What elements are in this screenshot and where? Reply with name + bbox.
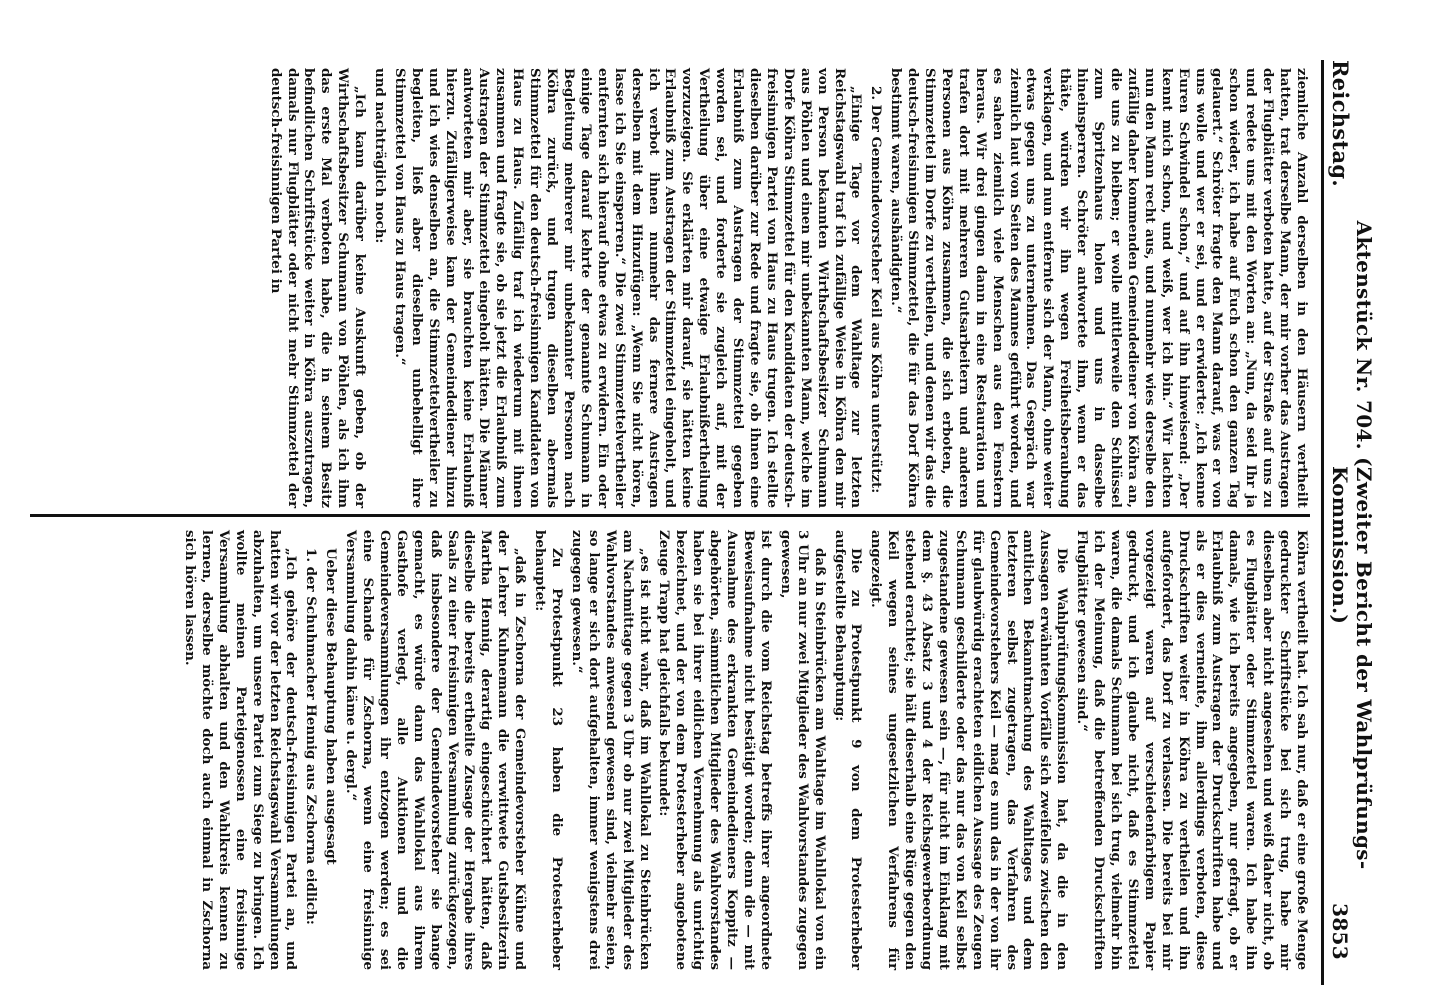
paragraph: daß in Steinbrücken am Wahltage im Wahllokal von ein 3 Uhr an nur zwei Mitglieder des Wahlvorstandes zugegen gewesen, [777,530,828,970]
paragraph: Köhra vertheilt hat. Ich sah nur, daß er eine große Menge gedruckter Schriftstücke bei sich trug, habe mir dieselben aber nicht angesehen und weiß daher nicht, ob es Flugblätter oder Stimmzettel waren. Ich habe ihn damals, wie ich bereits angegeben, nur gefragt, ob er Erlaubniß zum Austragen der Druckschriften habe und als er dies verneinte, ihm allerdings verboten, diese Druckschriften weiter in Köhra zu vertheilen und ihn aufgefordert, das Dorf zu verlassen. Die bereits bei mir vorgezeigt waren auf verschiedenfarbigem Papier gedruckt, und ich glaube nicht, daß es Stimmzettel waren, die damals Schumann bei sich trug, vielmehr bin ich der Meinung, daß die betreffenden Druckschriften Flugblätter gewesen sind.“ [1074,530,1310,970]
paragraph: Die Wahlprüfungskommission hat, da die in den Aussagen erwähnten Vorfälle sich zweifellos zwischen den amtlichen Bekanntmachung des Wahltages und dem letzteren selbst zugetragen, das Verfahren des Gemeindevorstehers Keil — mag es nun das in der von ihr für glaubwürdig erachteten eidlichen Aussage des Zeugen Schumann geschilderte oder das nur das von Keil selbst zugestandene gewesen sein —, für nicht im Einklang mit dem §. 43 Absatz 3 und 4 der Reichsgewerbeordnung stehend erachtet; sie hält dieserhalb eine Rüge gegen den Keil wegen seines ungesetzlichen Verfahrens für angezeigt. [868,530,1071,970]
paragraph: „Ich gehöre der deutsch-freisinnigen Partei an, und hatten wir vor der letzten Reichstagswahl Versammlungen abzuhalten, um unsere Partei zum Siege zu bringen. Ich wollte meinen Parteigenossen eine freisinnige Versammlung abhalten und den Wahlkreis kennen zu lernen, derselbe möchte doch auch einmal in Zschorna sich hören lassen. [182,530,300,970]
section-heading: Zu Protestpunkt 23 haben die Protesterheber behauptet: [532,530,566,970]
paragraph: „Ich kann darüber keine Auskunft geben, ob der Wirthschaftsbesitzer Schumann von Pöhlen, als ich ihm das erste Mal verboten habe, die in seinem Besitz befindlichen Schriftstücke weiter in Köhra auszutragen, damals nur Flugblätter oder nicht mehr Stimmzettel der deutsch-freisinnigen Partei in [267,68,369,508]
closing-heading: und nachträglich noch: [372,68,389,244]
header-left: Reichstag. [1328,60,1353,187]
page-number: 3853 [1328,903,1352,960]
paragraph: ist durch die vom Reichstag betreffs ihrer angeordnete Beweisaufnahme nicht bestätigt worden; denn die — mit Ausnahme des erkrankten Gemeindedieners Koppitz — abgehörten, sämmtlichen Mitglieder des Wahlvorstandes haben sie bei ihrer eidlichen Vernehmung als unrichtig bezeichnet, und der von dem Protesterheber angebotene Zeuge Trapp hat gleichfalls bekundet: [656,530,774,970]
list-item: 1. der Schuhmacher Hennig aus Zschorna eidlich: [303,548,320,925]
header-center: Aktenstück Nr. 704. (Zweiter Bericht der Wahlprüfungs-Kommission.) [1328,220,1376,870]
column-divider [30,514,1310,517]
section-heading: Ueber diese Behauptung haben ausgesagt [323,548,340,865]
header-rule [1321,60,1324,985]
paragraph: „es ist nicht wahr, daß im Wahllokal zu Steinbrücken am Nachmittage gegen 3 Uhr ob nur zwei Mitglieder des Wahlvorstandes anwesend gewesen sind, vielmehr seien, so lange er sich dort aufgehalten, immer wenigstens drei zugegen gewesen.“ [568,530,653,970]
section-heading: Die zu Protestpunkt 9 von dem Protesterheber aufgestellte Behauptung: [831,530,865,970]
right-column [178,530,1310,970]
left-column [264,68,1310,508]
paragraph: „daß in Zschorna der Gemeindevorsteher Kühne und der Lehrer Kuhnemann die verwittwete Gutsbesitzerin Martha Hennig, derartig eingeschüchtert hätten, daß dieselbe die bereits ertheilte Zusage der Hergabe ihres Saals zu einer freisinnigen Versammlung zurückgezogen, daß insbesondere der Gemeindevorsteher sie bange gemacht, es würde dann das Wahllokal aus ihrem Gasthofe verlegt, alle Auktionen und die Gemeindeversammlungen ihr entzogen werden; es sei eine Schande für Zschorna, wenn eine freisinnige Versammlung dahin käme u. dergl.“ [343,530,529,970]
paragraph: ziemliche Anzahl derselben in den Häusern vertheilt hatten, trat derselbe Mann, der mir vorher das Austragen der Flugblätter verboten hatte, auf der Straße auf uns zu und redete uns mit den Worten an: „Nun, da seid Ihr ja schon wieder, ich habe auf Euch schon den ganzen Tag gelauert.“ Schröter fragte den Mann darauf, was er von uns wolle und wer er sei, und er erwiderte: „Ich kenne Euren Schwindel schon,“ und auf ihn hinweisend: „Der kennt mich schon, und weiß, wer ich bin.“ Wir lachten nun den Mann recht aus, und nunmehr wies derselbe den zufällig daher kommenden Gemeindediener von Köhra an, die uns zu bleiben; er wolle mittlerweile den Schlüssel zum Spritzenhaus holen und uns in dasselbe hineinsperren. Schröter antwortete ihm, wenn er das thäte, würden wir ihn wegen Freiheitsberaubung verklagen, und nun entfernte sich der Mann, ohne weiter etwas gegen uns zu unternehmen. Das Gespräch war ziemlich laut von Seiten des Mannes geführt worden, und es sahen ziemlich viele Menschen aus den Fenstern heraus. Wir drei gingen dann in eine Restauration und trafen dort mit mehreren Gutsarbeitern und anderen Personen aus Köhra zusammen, die sich erboten, die Stimmzettel im Dorfe zu vertheilen, und denen wir das die deutsch-freisinnigen Stimmzettel, die für das Dorf Köhra bestimmt waren, aushändigten.“ [888,68,1310,508]
section-heading: 2. Der Gemeindevorsteher Keil aus Köhra unterstützt: [868,86,885,494]
paragraph: „Einige Tage vor dem Wahltage zur letzten Reichstagswahl traf ich zufällige Weise in Köhra den mir von Person bekannten Wirthschaftsbesitzer Schumann aus Pöhlen und einen mir unbekannten Mann, welche im Dorfe Köhra Stimmzettel für den Kandidaten der deutsch-freisinnigen Partei von Haus zu Haus trugen. Ich stellte dieselben darüber zur Rede und fragte sie, ob ihnen eine Erlaubniß zum Austragen der Stimmzettel gegeben worden sei, und forderte sie zugleich auf, mit der Vertheilung über eine etwaige Erlaubnißertheilung vorzuzeigen. Sie erklärten mir darauf, sie hätten keine Erlaubniß zum Austragen der Stimmzettel eingeholt, und ich verbot ihnen nunmehr das fernere Austragen derselben mit dem Hinzufügen: „Wenn Sie nicht hören, lasse ich Sie einsperren.“ Die zwei Stimmzettelvertheiler entfernten sich hierauf ohne etwas zu erwidern. Ein oder einige Tage darauf kehrte der genannte Schumann in Begleitung mehrerer mir unbekannter Personen nach Köhra zurück, und trugen dieselben abermals Stimmzettel für den deutsch-freisinnigen Kandidaten von Haus zu Haus. Zufällig traf ich wiederum mit ihnen zusammen und fragte sie, ob sie jetzt die Erlaubniß zum Austragen der Stimmzettel eingeholt hätten. Die Männer antworteten mir aber, sie brauchten keine Erlaubniß hierzu. Zufälligerweise kam der Gemeindediener hinzu und ich wies denselben an, die Stimmzettelvertheiler zu begleiten, ließ aber dieselben unbehelligt ihre Stimmzettel von Haus zu Haus tragen.“ [391,68,865,508]
page-header [1328,60,1380,960]
